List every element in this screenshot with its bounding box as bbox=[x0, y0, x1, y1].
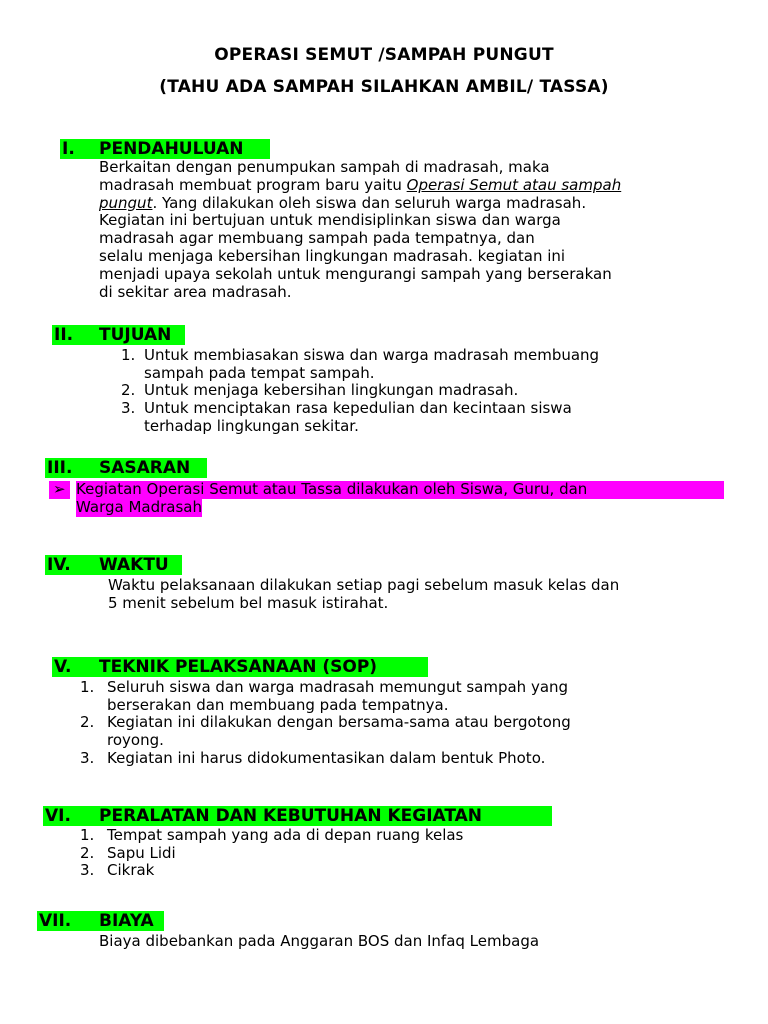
text-line bbox=[99, 195, 621, 213]
arrow-bullet-icon: ➢ bbox=[49, 481, 70, 499]
text-line: Kegiatan ini bertujuan untuk mendisiplinkan siswa dan warga bbox=[99, 211, 561, 230]
text-line: madrasah agar membuang sampah pada tempatnya, dan bbox=[99, 229, 535, 248]
biaya-paragraph bbox=[99, 933, 539, 951]
list-text: Untuk menjaga kebersihan lingkungan madrasah. bbox=[144, 381, 519, 399]
text-line: selalu menjaga kebersihan lingkungan madrasah. kegiatan ini bbox=[99, 246, 566, 265]
section-title: WAKTU bbox=[99, 555, 169, 575]
section-title: SASARAN bbox=[99, 458, 191, 478]
list-number: 1. bbox=[80, 678, 95, 696]
list-number: 1. bbox=[80, 826, 95, 844]
list-text: Cikrak bbox=[107, 861, 155, 879]
list-text: Tempat sampah yang ada di depan ruang kelas bbox=[107, 826, 464, 844]
section-title: PENDAHULUAN bbox=[99, 139, 244, 159]
list-text: Kegiatan ini harus didokumentasikan dalam bentuk Photo. bbox=[107, 749, 546, 767]
section-title: BIAYA bbox=[99, 911, 154, 931]
list-text: Kegiatan ini dilakukan dengan bersama-sama atau bergotong bbox=[107, 713, 571, 731]
section-number: III. bbox=[47, 458, 73, 478]
text-line: 5 menit sebelum bel masuk istirahat. bbox=[108, 593, 389, 612]
section-number: V. bbox=[54, 657, 72, 677]
list-number: 2. bbox=[80, 713, 95, 731]
list-text: Untuk membiasakan siswa dan warga madrasah membuang bbox=[144, 346, 600, 364]
text-line: Berkaitan dengan penumpukan sampah di madrasah, maka bbox=[99, 158, 550, 176]
list-text: Untuk menciptakan rasa kepedulian dan kecintaan siswa bbox=[144, 399, 572, 417]
program-name-emphasis: pungut bbox=[99, 193, 153, 212]
section-title: TEKNIK PELAKSANAAN (SOP) bbox=[99, 657, 378, 677]
text-line bbox=[99, 177, 621, 195]
section-number: I. bbox=[62, 139, 75, 159]
section-number: IV. bbox=[47, 555, 71, 575]
list-text: berserakan dan membuang pada tempatnya. bbox=[107, 695, 449, 714]
section-title: PERALATAN DAN KEBUTUHAN KEGIATAN bbox=[99, 806, 483, 826]
list-text: Warga Madrasah bbox=[76, 497, 202, 516]
waktu-paragraph bbox=[108, 577, 619, 613]
text-line: di sekitar area madrasah. bbox=[99, 282, 292, 301]
list-number: 3. bbox=[80, 749, 95, 767]
list-number: 2. bbox=[121, 381, 136, 399]
list-text: royong. bbox=[107, 730, 164, 749]
section-title: TUJUAN bbox=[99, 325, 172, 345]
text-span: madrasah membuat program baru yaitu bbox=[99, 175, 407, 194]
list-number: 1. bbox=[121, 346, 136, 364]
section-number: VII. bbox=[39, 911, 72, 931]
document-subtitle: (TAHU ADA SAMPAH SILAHKAN AMBIL/ TASSA) bbox=[159, 77, 609, 97]
text-span: . Yang dilakukan oleh siswa dan seluruh warga madrasah. bbox=[152, 193, 587, 212]
text-line: menjadi upaya sekolah untuk mengurangi sampah yang berserakan bbox=[99, 264, 612, 283]
document-title: OPERASI SEMUT /SAMPAH PUNGUT bbox=[214, 45, 554, 65]
section-number: II. bbox=[54, 325, 74, 345]
list-text: Seluruh siswa dan warga madrasah memungut sampah yang bbox=[107, 678, 569, 696]
pendahuluan-paragraph bbox=[99, 159, 621, 301]
text-line: Biaya dibebankan pada Anggaran BOS dan Infaq Lembaga bbox=[99, 932, 540, 950]
list-number: 3. bbox=[80, 861, 95, 879]
list-text: Kegiatan Operasi Semut atau Tassa dilakukan oleh Siswa, Guru, dan bbox=[76, 481, 724, 499]
program-name-emphasis: Operasi Semut atau sampah bbox=[406, 175, 622, 194]
text-line: Waktu pelaksanaan dilakukan setiap pagi sebelum masuk kelas dan bbox=[108, 576, 620, 594]
list-number: 3. bbox=[121, 399, 136, 417]
list-number: 2. bbox=[80, 844, 95, 862]
section-number: VI. bbox=[45, 806, 71, 826]
list-text: Sapu Lidi bbox=[107, 844, 176, 862]
list-text: terhadap lingkungan sekitar. bbox=[144, 416, 359, 435]
list-text: sampah pada tempat sampah. bbox=[144, 363, 375, 382]
